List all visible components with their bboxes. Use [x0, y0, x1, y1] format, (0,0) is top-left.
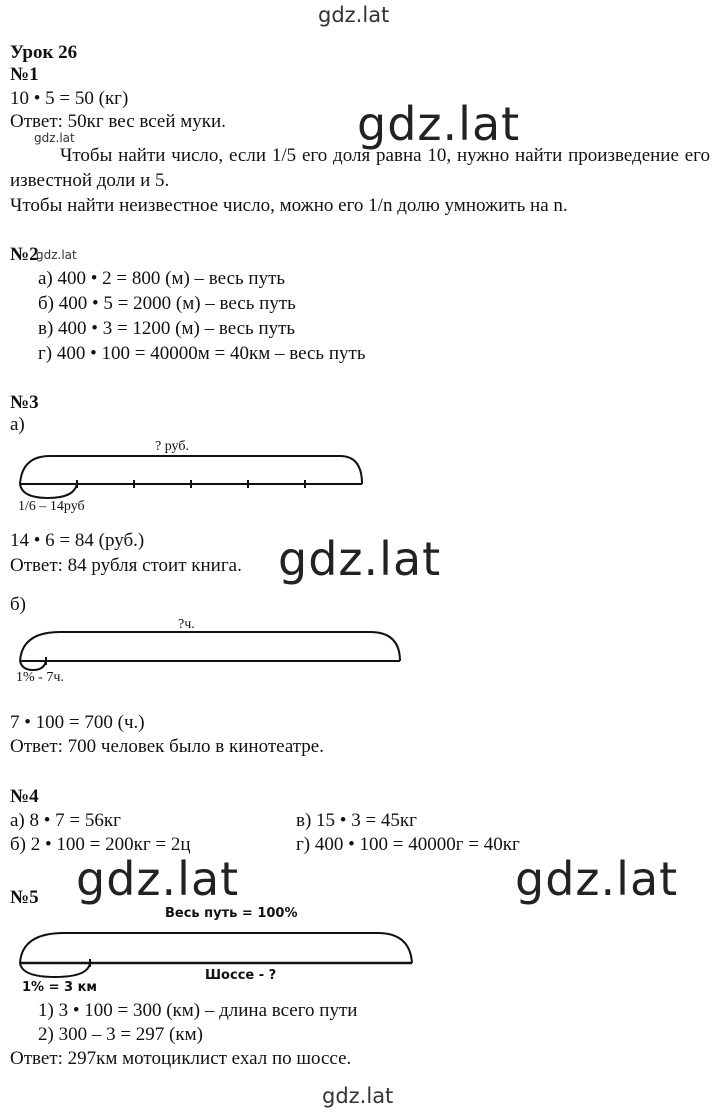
task5-step-1: 1) 3 • 100 = 300 (км) – длина всего пути	[38, 1000, 358, 1021]
watermark-bottom: gdz.lat	[322, 1084, 394, 1108]
task3a-answer: Ответ: 84 рубля стоит книга.	[10, 555, 242, 576]
task1-explanation-2: Чтобы найти неизвестное число, можно его 1/n долю умножить на n.	[10, 195, 568, 216]
brace-part	[20, 484, 77, 498]
task4-item-b: б) 2 • 100 = 200кг = 2ц	[10, 834, 191, 855]
brace-part	[20, 963, 90, 977]
task5-answer: Ответ: 297км мотоциклист ехал по шоссе.	[10, 1048, 352, 1069]
diagram-3a-top-label: ? руб.	[155, 439, 189, 454]
lesson-title: Урок 26	[10, 42, 78, 63]
watermark-large-2: gdz.lat	[278, 532, 442, 586]
diagram-5-left-label: 1% = 3 км	[22, 980, 98, 995]
task5-heading: №5	[10, 887, 39, 908]
task2-item-c: в) 400 • 3 = 1200 (м) – весь путь	[38, 318, 296, 339]
task4-item-a: а) 8 • 7 = 56кг	[10, 810, 121, 831]
task2-item-d: г) 400 • 100 = 40000м = 40км – весь путь	[38, 343, 366, 364]
diagram-3b-top-label: ?ч.	[178, 617, 195, 632]
task3a-equation: 14 • 6 = 84 (руб.)	[10, 530, 145, 551]
diagram-5-right-label: Шоссе - ?	[205, 968, 277, 983]
brace-whole	[20, 933, 412, 963]
task5-step-2: 2) 300 – 3 = 297 (км)	[38, 1024, 203, 1045]
task4-item-d: г) 400 • 100 = 40000г = 40кг	[296, 834, 520, 855]
watermark-top: gdz.lat	[318, 3, 390, 27]
task2-item-b: б) 400 • 5 = 2000 (м) – весь путь	[38, 293, 296, 314]
task1-heading: №1	[10, 64, 39, 85]
brace-whole	[20, 632, 400, 661]
watermark-large-3: gdz.lat	[76, 852, 240, 906]
task1-explanation-1: Чтобы найти число, если 1/5 его доля равна 10, нужно найти произведение его известной доли и 5.	[10, 145, 710, 191]
task3-heading: №3	[10, 392, 39, 413]
task2-heading: №2	[10, 244, 39, 265]
watermark-large-4: gdz.lat	[515, 852, 679, 906]
brace-whole	[20, 456, 362, 484]
task3a-label: а)	[10, 414, 25, 435]
watermark-small-2: gdz.lat	[36, 248, 77, 262]
task1-answer: Ответ: 50кг вес всей муки.	[10, 111, 226, 132]
watermark-large-1: gdz.lat	[357, 97, 521, 151]
task2-item-a: а) 400 • 2 = 800 (м) – весь путь	[38, 268, 286, 289]
task4-heading: №4	[10, 786, 39, 807]
brace-part	[20, 661, 46, 670]
diagram-3a-bottom-label: 1/6 – 14руб	[18, 499, 85, 514]
task3b-equation: 7 • 100 = 700 (ч.)	[10, 712, 145, 733]
task1-equation: 10 • 5 = 50 (кг)	[10, 88, 129, 109]
diagram-5-top-label: Весь путь = 100%	[165, 906, 298, 921]
task4-item-c: в) 15 • 3 = 45кг	[296, 810, 417, 831]
diagram-3b-bottom-label: 1% - 7ч.	[16, 670, 64, 685]
task3b-answer: Ответ: 700 человек было в кинотеатре.	[10, 736, 324, 757]
task3b-label: б)	[10, 594, 26, 615]
watermark-small-1: gdz.lat	[34, 131, 75, 145]
